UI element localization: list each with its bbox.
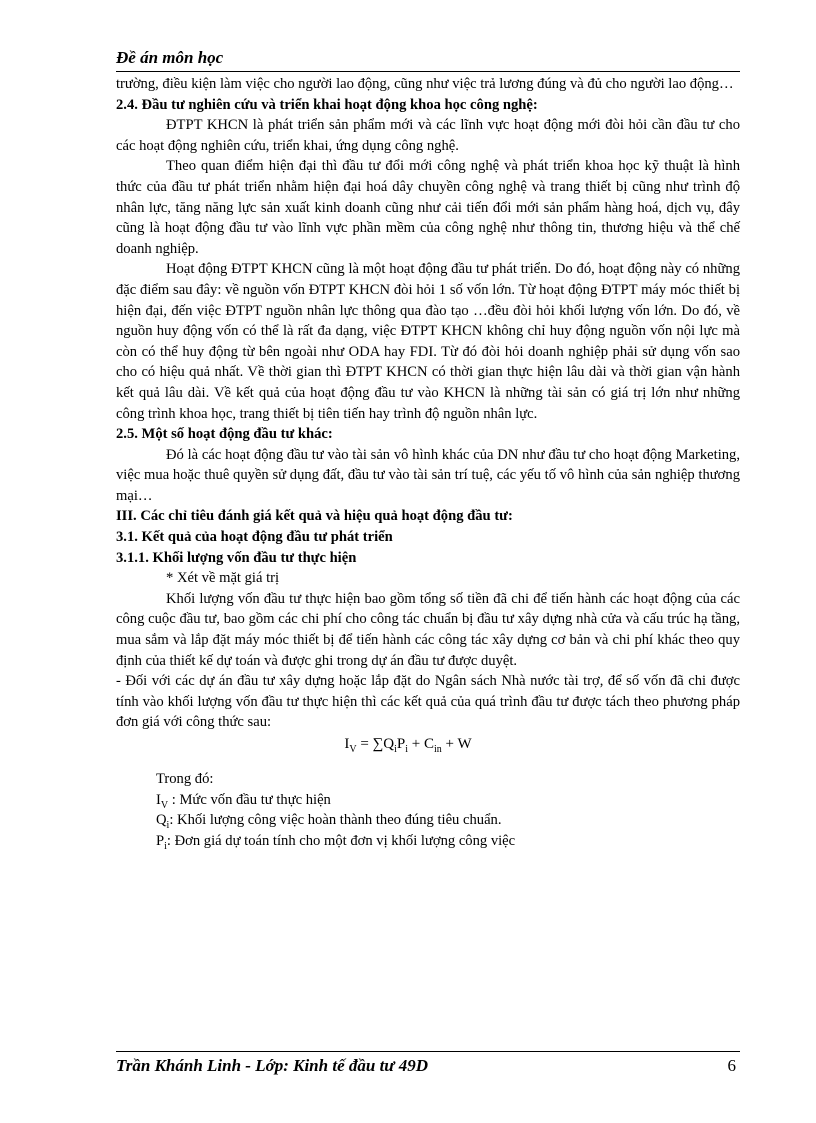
page-header-title: Đề án môn học (116, 48, 224, 67)
spacer (116, 755, 740, 769)
formula-lhs-sub: V (349, 744, 357, 755)
legend-pi-sub: i (164, 840, 167, 852)
heading-3-1: 3.1. Kết quả của hoạt động đầu tư phát triển (116, 529, 393, 546)
legend-qi-sub: i (166, 820, 170, 832)
paragraph-khcn-definition: ĐTPT KHCN là phát triển sản phẩm mới và các lĩnh vực hoạt động mới đòi hỏi cần đầu tư cho các hoạt động nghiên cứu, triển khai, ứng dụng công nghệ. (116, 117, 740, 154)
heading-2-5: 2.5. Một số hoạt động đầu tư khác: (116, 426, 333, 443)
paragraph-value-note: * Xét về mặt giá trị (166, 570, 280, 587)
legend-iv-symbol: I (156, 791, 161, 808)
formula-plus-c: + C (408, 736, 434, 752)
heading-section-iii: III. Các chỉ tiêu đánh giá kết quả và hiệu quả hoạt động đầu tư: (116, 508, 513, 525)
page-footer (116, 1054, 740, 1078)
document-body (116, 74, 740, 851)
header-rule (116, 71, 740, 72)
legend-iv-text: : Mức vốn đầu tư thực hiện (168, 791, 331, 808)
paragraph-other-investments: Đó là các hoạt động đầu tư vào tài sản vô hình khác của DN như đầu tư cho hoạt động Marketing, việc mua hoặc thuê quyền sử dụng đất, đầu tư vào tài sản trí tuệ, các yếu tố vô hình của sản nghiệp thương mại… (116, 446, 740, 504)
legend-qi-text: : Khối lượng công việc hoàn thành theo đúng tiêu chuẩn. (169, 812, 502, 829)
footer-author: Trần Khánh Linh - Lớp: Kinh tế đầu tư 49D (116, 1056, 429, 1075)
formula-investment-volume (116, 733, 740, 755)
formula-p-sub: i (405, 744, 409, 755)
paragraph-modern-view: Theo quan điểm hiện đại thì đầu tư đổi mới công nghệ và phát triển khoa học kỹ thuật là hình thức của đầu tư phát triển nhằm hiện đại hoá dây chuyền công nghệ và trang thiết bị cũng như trình độ nhân lực, tăng năng lực sản xuất kinh doanh cũng như cải tiến đổi mới sản phẩm hàng hoá, dịch vụ, đây cũng là hoạt động đầu tư vào lĩnh vực phần mềm của công nghệ như thông tin, thương hiệu và thể chế doanh nghiệp. (116, 158, 740, 257)
paragraph-khcn-characteristics: Hoạt động ĐTPT KHCN cũng là một hoạt động đầu tư phát triển. Do đó, hoạt động này có những đặc điểm sau đây: về nguồn vốn ĐTPT KHCN đòi hỏi 1 số vốn lớn. Từ hoạt động ĐTPT máy móc thiết bị hiện đại, đến việc ĐTPT nguồn nhân lực thông qua đào tạo …đều đòi hỏi khối lượng vốn lớn. Do đó, về nguồn huy động vốn có thể là rất đa dạng, việc ĐTPT KHCN không chỉ huy động nguồn vốn nội lực mà còn có thể huy động từ bên ngoài như ODA hay FDI. Từ đó đòi hỏi doanh nghiệp phải sử dụng vốn sao cho có hiệu quả nhất. Về thời gian thì ĐTPT KHCN có thời gian thực hiện lâu dài và thời gian vận hành kết quả lâu dài. Về kết quả của hoạt động đầu tư vào KHCN là những tài sản có giá trị lớn như những công trình khoa học, trang thiết bị tiên tiến hay trình độ nguồn nhân lực. (116, 261, 740, 422)
paragraph-continuation: trường, điều kiện làm việc cho người lao động, cũng như việc trả lương đúng và đủ cho người lao động… (116, 76, 734, 92)
paragraph-investment-volume: Khối lượng vốn đầu tư thực hiện bao gồm tổng số tiền đã chi để tiến hành các hoạt động của các công cuộc đầu tư, bao gồm các chi phí cho công tác chuẩn bị đầu tư xây dựng nhà cửa và cấu trúc hạ tầng, mua sắm và lắp đặt máy móc thiết bị để tiến hành các công tác xây dựng cơ bản và chi phí khác theo quy định của thiết kế dự toán và được ghi trong dự án đầu tư được duyệt. (116, 590, 740, 669)
formula-q-sub: i (394, 744, 397, 755)
legend-pi-symbol: P (156, 832, 165, 849)
legend-iv-sub: V (160, 799, 169, 811)
legend-pi-text: : Đơn giá dự toán tính cho một đơn vị khối lượng công việc (166, 832, 516, 849)
paragraph-state-budget: - Đối với các dự án đầu tư xây dựng hoặc lắp đặt do Ngân sách Nhà nước tài trợ, để số vốn đã chi được tính vào khối lượng vốn đầu tư thực hiện thì các kết quả của quá trình đầu tư được tách theo phương pháp đơn giá với công thức sau: (116, 673, 740, 731)
formula-lhs: I (344, 736, 350, 752)
legend-intro: Trong đó: (156, 771, 214, 787)
legend-qi (116, 810, 740, 831)
formula-c-sub: in (433, 744, 442, 755)
legend-iv (116, 790, 740, 811)
footer-rule (116, 1051, 740, 1052)
heading-2-4: 2.4. Đầu tư nghiên cứu và triển khai hoạt động khoa học công nghệ: (116, 96, 538, 113)
formula-p: P (396, 736, 406, 752)
formula-sum: = ∑Q (356, 736, 395, 752)
formula-plus-w: + W (441, 736, 472, 752)
page-number: 6 (727, 1056, 736, 1075)
legend-qi-symbol: Q (156, 812, 167, 829)
legend-pi (116, 831, 740, 852)
heading-3-1-1: 3.1.1. Khối lượng vốn đầu tư thực hiện (116, 549, 357, 566)
